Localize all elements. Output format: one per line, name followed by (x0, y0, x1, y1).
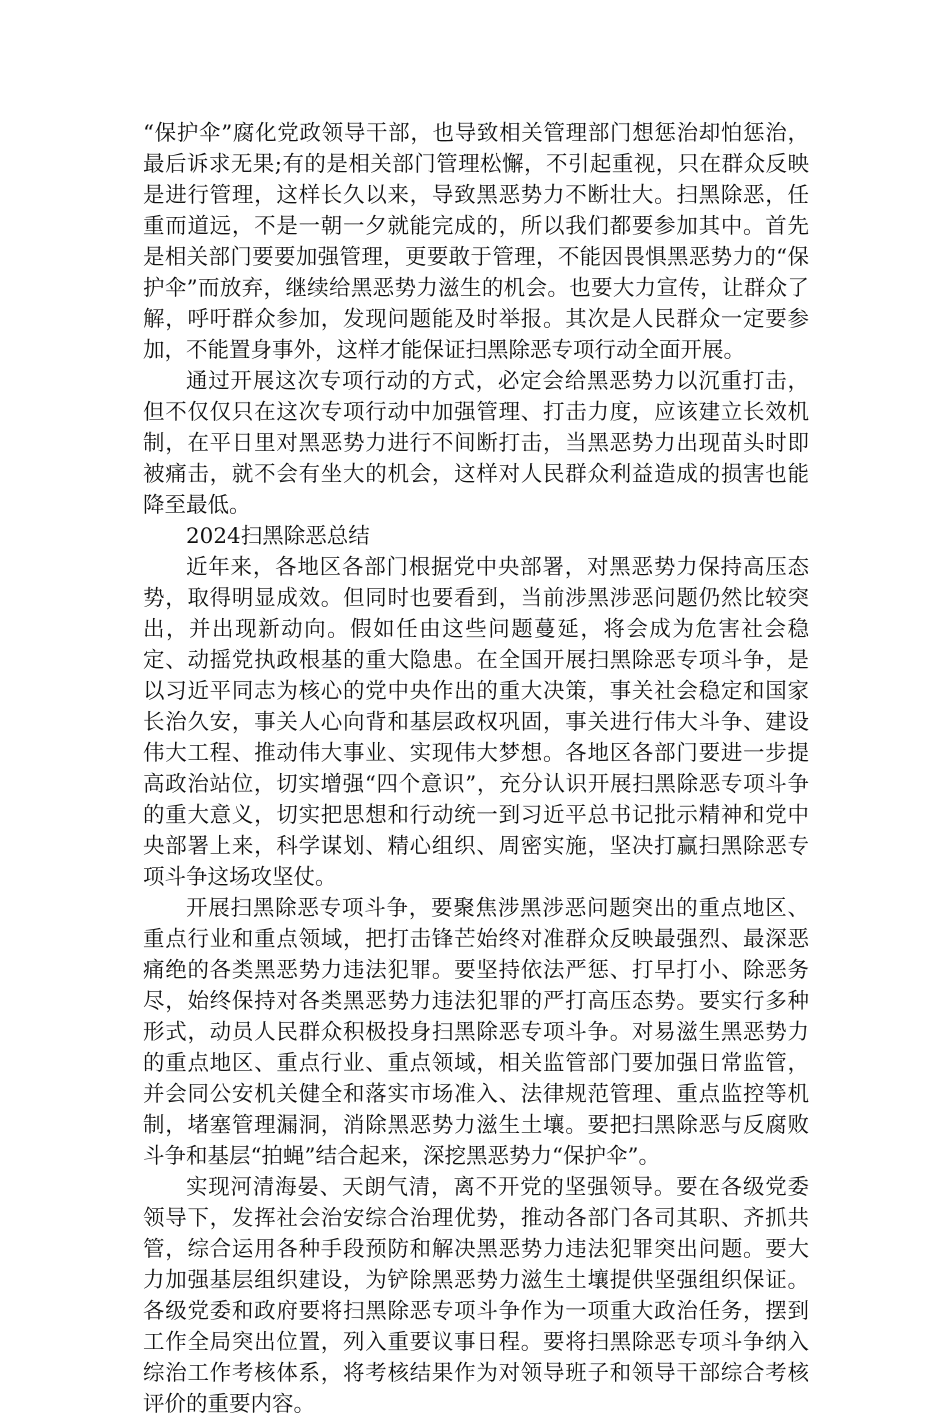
paragraph-continuation: “保护伞”腐化党政领导干部，也导致相关管理部门想惩治却怕惩治，最后诉求无果;有的是相关部门管理松懈，不引起重视，只在群众反映是进行管理，这样长久以来，导致黑恶势力不断壮大。扫黑除恶，任重而道远，不是一朝一夕就能完成的，所以我们都要参加其中。首先是相关部门要要加强管理，更要敢于管理，不能因畏惧黑恶势力的“保护伞”而放弃，继续给黑恶势力滋生的机会。也要大力宣传，让群众了解，呼吁群众参加，发现问题能及时举报。其次是人民群众一定要参加，不能置身事外，这样才能保证扫黑除恶专项行动全面开展。 (143, 121, 809, 363)
document-page (143, 118, 809, 1420)
paragraph-party-leadership: 实现河清海晏、天朗气清，离不开党的坚强领导。要在各级党委领导下，发挥社会治安综合治理优势，推动各部门各司其职、齐抓共管，综合运用各种手段预防和解决黑恶势力违法犯罪突出问题。要大力加强基层组织建设，为铲除黑恶势力滋生土壤提供坚强组织保证。各级党委和政府要将扫黑除恶专项斗争作为一项重大政治任务，摆到工作全局突出位置，列入重要议事日程。要将扫黑除恶专项斗争纳入综治工作考核体系，将考核结果作为对领导班子和领导干部综合考核评价的重要内容。 (143, 1175, 809, 1417)
section-title: 2024扫黑除恶总结 (186, 524, 370, 549)
paragraph-special-action: 通过开展这次专项行动的方式，必定会给黑恶势力以沉重打击，但不仅仅只在这次专项行动中加强管理、打击力度，应该建立长效机制，在平日里对黑恶势力进行不间断打击，当黑恶势力出现苗头时即被痛击，就不会有坐大的机会，这样对人民群众利益造成的损害也能降至最低。 (143, 369, 809, 518)
paragraph-focus-areas: 开展扫黑除恶专项斗争，要聚焦涉黑涉恶问题突出的重点地区、重点行业和重点领域，把打击锋芒始终对准群众反映最强烈、最深恶痛绝的各类黑恶势力违法犯罪。要坚持依法严惩、打早打小、除恶务尽，始终保持对各类黑恶势力违法犯罪的严打高压态势。要实行多种形式，动员人民群众积极投身扫黑除恶专项斗争。对易滋生黑恶势力的重点地区、重点行业、重点领域，相关监管部门要加强日常监管，并会同公安机关健全和落实市场准入、法律规范管理、重点监控等机制，堵塞管理漏洞，消除黑恶势力滋生土壤。要把扫黑除恶与反腐败斗争和基层“拍蝇”结合起来，深挖黑恶势力“保护伞”。 (143, 896, 809, 1169)
paragraph-recent-years: 近年来，各地区各部门根据党中央部署，对黑恶势力保持高压态势，取得明显成效。但同时也要看到，当前涉黑涉恶问题仍然比较突出，并出现新动向。假如任由这些问题蔓延，将会成为危害社会稳定、动摇党执政根基的重大隐患。在全国开展扫黑除恶专项斗争，是以习近平同志为核心的党中央作出的重大决策，事关社会稳定和国家长治久安，事关人心向背和基层政权巩固，事关进行伟大斗争、建设伟大工程、推动伟大事业、实现伟大梦想。各地区各部门要进一步提高政治站位，切实增强“四个意识”，充分认识开展扫黑除恶专项斗争的重大意义，切实把思想和行动统一到习近平总书记批示精神和党中央部署上来，科学谋划、精心组织、周密实施，坚决打赢扫黑除恶专项斗争这场攻坚仗。 (143, 555, 809, 890)
